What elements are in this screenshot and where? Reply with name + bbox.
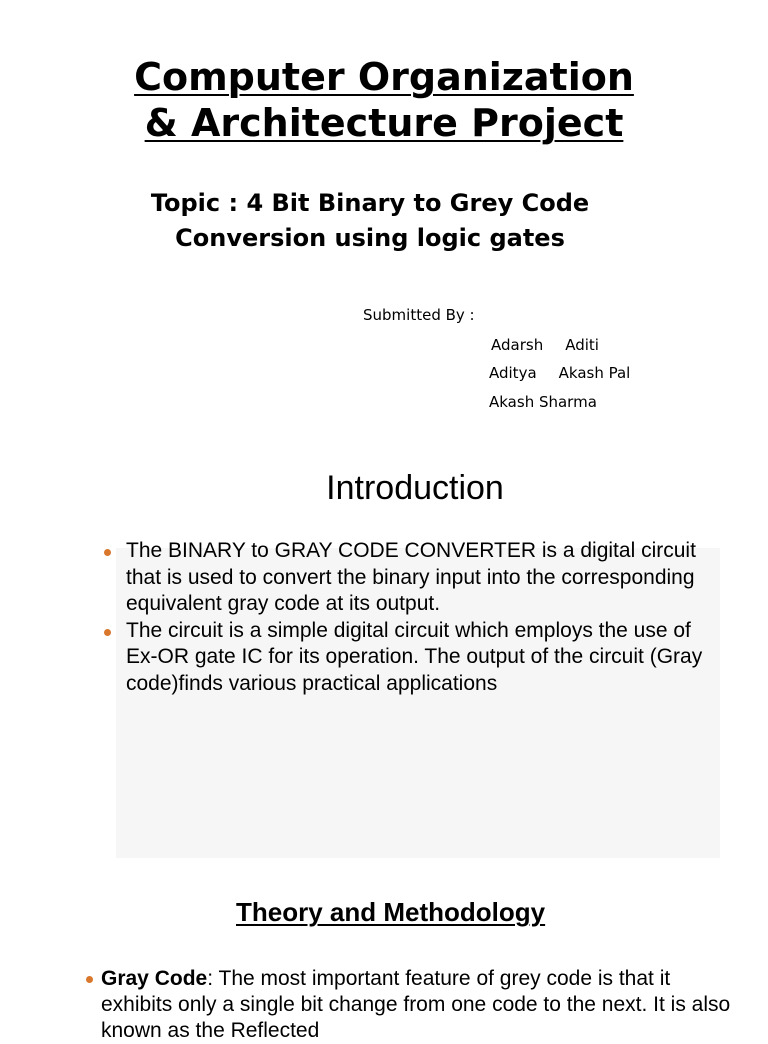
member-row bbox=[489, 364, 652, 382]
bullet-dot-icon bbox=[104, 629, 111, 636]
member-name: Akash Pal bbox=[558, 364, 631, 382]
submitted-by-label: Submitted By : bbox=[363, 306, 475, 324]
bullet-dot-icon bbox=[86, 976, 93, 983]
member-row bbox=[489, 393, 619, 411]
gray-code-text: : The most important feature of grey code is that it exhibits only a single bit change from one code to the next. It is also known as the Reflected bbox=[101, 967, 731, 1042]
theory-heading: Theory and Methodology bbox=[236, 897, 546, 927]
member-name: Aditya bbox=[489, 364, 537, 382]
introduction-list bbox=[104, 538, 704, 697]
gray-code-paragraph bbox=[84, 966, 741, 1044]
document-title bbox=[0, 54, 768, 146]
bullet-text: The circuit is a simple digital circuit which employs the use of Ex-OR gate IC for its operation. The output of the circuit (Gray code)finds various practical applications bbox=[126, 618, 703, 695]
member-name: Aditi bbox=[565, 336, 599, 354]
gray-code-term: Gray Code bbox=[101, 967, 208, 990]
bullet-text: The BINARY to GRAY CODE CONVERTER is a digital circuit that is used to convert the binary input into the corresponding equivalent gray code at its output. bbox=[126, 539, 696, 615]
member-name: Akash Sharma bbox=[489, 393, 597, 411]
member-name: Adarsh bbox=[491, 336, 544, 354]
member-row bbox=[491, 336, 621, 354]
bullet-dot-icon bbox=[104, 549, 111, 556]
title-line-2: & Architecture Project bbox=[144, 101, 624, 145]
topic-line-2: Conversion using logic gates bbox=[175, 224, 565, 252]
list-item bbox=[104, 538, 704, 618]
topic-line-1: Topic : 4 Bit Binary to Grey Code bbox=[150, 189, 590, 217]
topic-heading bbox=[0, 186, 740, 256]
introduction-heading: Introduction bbox=[326, 469, 504, 507]
title-line-1: Computer Organization bbox=[134, 55, 634, 99]
list-item bbox=[104, 618, 704, 698]
